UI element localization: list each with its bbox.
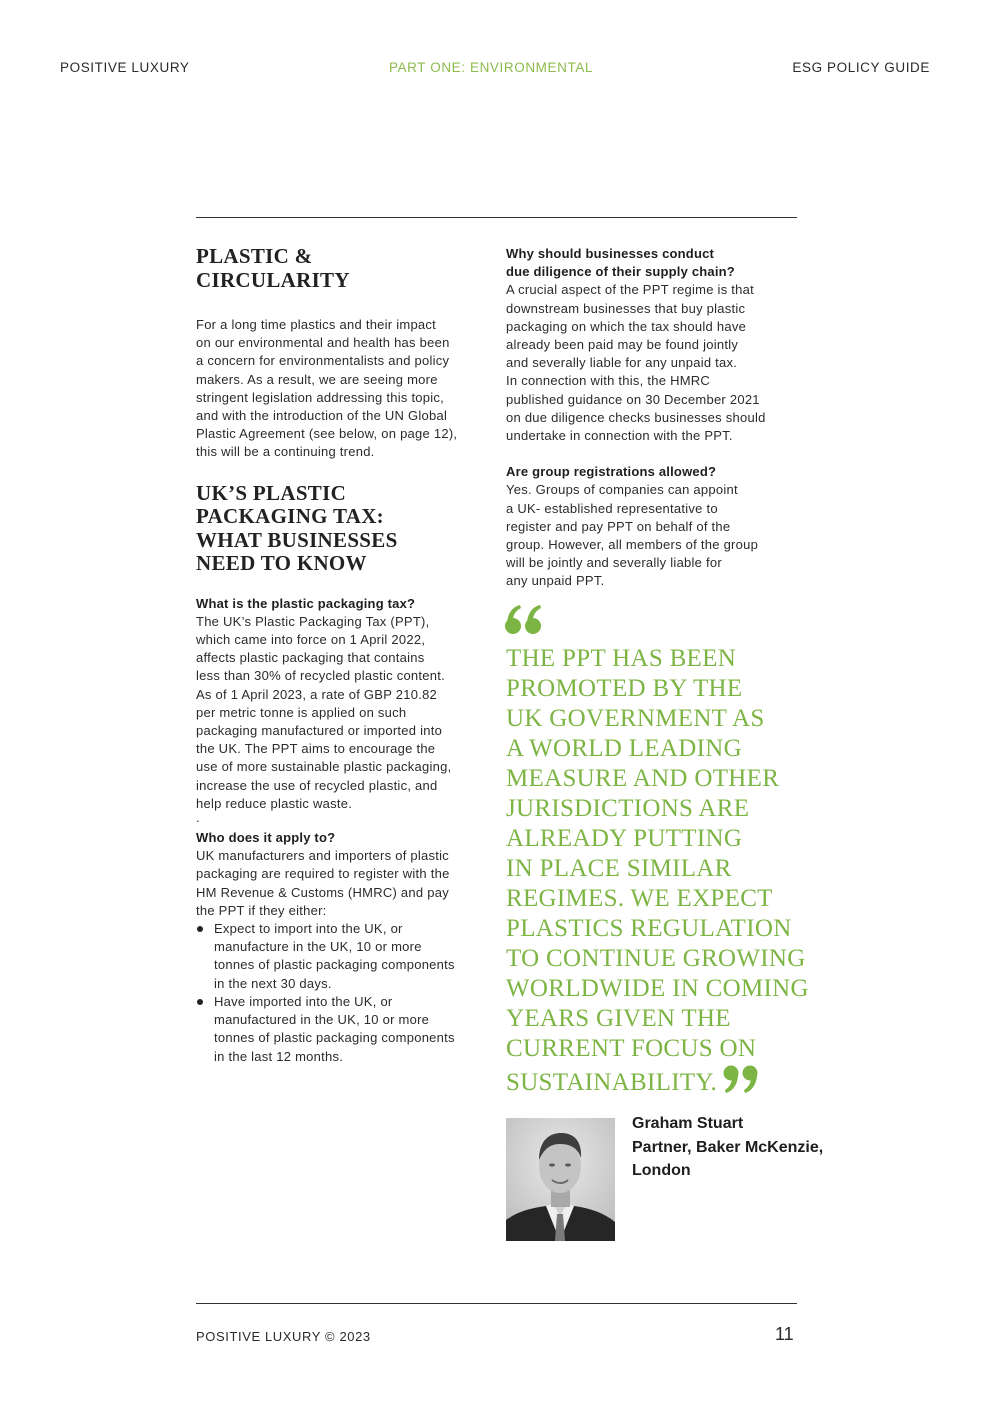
right-column	[506, 245, 806, 591]
author-credit: Graham Stuart Partner, Baker McKenzie, London	[632, 1115, 824, 1179]
open-quote-icon	[504, 604, 544, 641]
heading-ppt: UK’S PLASTIC PACKAGING TAX: WHAT BUSINESSES NEED TO KNOW	[196, 480, 398, 576]
question-what-is-ppt: What is the plastic packaging tax?	[196, 595, 416, 611]
top-divider	[196, 217, 797, 218]
answer-due-diligence: A crucial aspect of the PPT regime is that downstream businesses that buy plastic packaging on which the tax should have already been paid may be found jointly and severally liable for any unpaid tax. In connection with this, the HMRC published guidance on 30 December 2021 on due diligence checks businesses should undertake in connection with the PPT.	[506, 282, 766, 444]
stray-period: .	[196, 810, 200, 826]
question-group-registrations: Are group registrations allowed?	[506, 464, 717, 480]
left-column	[196, 245, 496, 1066]
question-who-applies: Who does it apply to?	[196, 830, 336, 846]
header-brand: POSITIVE LUXURY	[60, 60, 190, 75]
list-item	[196, 920, 496, 993]
question-due-diligence: Why should businesses conduct due diligence of their supply chain?	[506, 246, 735, 280]
footer-copyright: POSITIVE LUXURY © 2023	[196, 1329, 371, 1344]
intro-paragraph: For a long time plastics and their impact on our environmental and health has been a concern for environmentalists and policy makers. As a result, we are seeing more stringent legislation addressing this topic, and with the introduction of the UN Global Plastic Agreement (see below, on page 12), this will be a continuing trend.	[196, 317, 458, 460]
bullet-dot-icon	[197, 926, 203, 932]
criteria-list	[196, 920, 496, 1066]
header-guide-title: ESG POLICY GUIDE	[792, 60, 930, 75]
author-photo	[506, 1118, 615, 1241]
bottom-divider	[196, 1303, 797, 1304]
pull-quote	[506, 644, 836, 1102]
header-section: PART ONE: ENVIRONMENTAL	[388, 60, 594, 75]
heading-plastic-circularity: PLASTIC & CIRCULARITY	[196, 244, 350, 292]
page-number: 11	[775, 1324, 794, 1344]
bullet-dot-icon	[197, 999, 203, 1005]
answer-who-applies: UK manufacturers and importers of plastic packaging are required to register with the HM Revenue & Customs (HMRC) and pay the PPT if they either:	[196, 848, 450, 918]
list-item-text: Have imported into the UK, or manufactured in the UK, 10 or more tonnes of plastic packaging components in the last 12 months.	[214, 993, 455, 1064]
close-quote-icon	[723, 1064, 761, 1102]
list-item	[196, 993, 496, 1066]
answer-group-registrations: Yes. Groups of companies can appoint a UK- established representative to register and pay PPT on behalf of the group. However, all members of the group will be jointly and severally liable for any unpaid PPT.	[506, 482, 759, 589]
answer-what-is-ppt: The UK’s Plastic Packaging Tax (PPT), which came into force on 1 April 2022, affects plastic packaging that contains less than 30% of recycled plastic content. As of 1 April 2023, a rate of GBP 210.82 per metric tonne is applied on such packaging manufactured or imported into the UK. The PPT aims to encourage the use of more sustainable plastic packaging, increase the use of recycled plastic, and help reduce plastic waste.	[196, 613, 452, 811]
pull-quote-text: THE PPT HAS BEEN PROMOTED BY THE UK GOVERNMENT AS A WORLD LEADING MEASURE AND OTHER JURISDICTIONS ARE ALREADY PUTTING IN PLACE SIMILAR REGIMES. WE EXPECT PLASTICS REGULATION TO CONTINUE GROWING WORLDWIDE IN COMING YEARS GIVEN THE CURRENT FOCUS ON SUSTAINABILITY.	[506, 645, 809, 1096]
list-item-text: Expect to import into the UK, or manufacture in the UK, 10 or more tonnes of plastic packaging components in the next 30 days.	[214, 921, 455, 991]
